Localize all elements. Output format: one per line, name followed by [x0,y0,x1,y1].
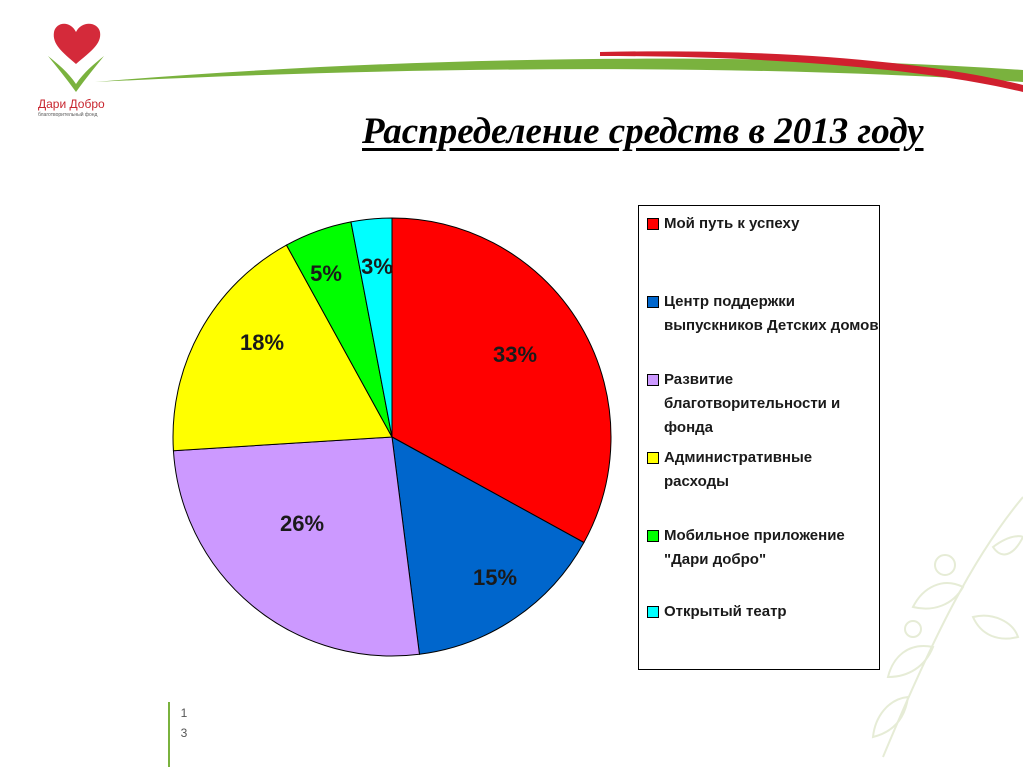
pie-data-label-2: 15% [472,564,518,590]
legend-label: Центр поддержки выпускников Детских домов [664,293,879,334]
pie-data-label-1: 33% [492,341,538,367]
pie-slices [173,218,611,656]
pie-data-label-5: 5% [310,260,342,286]
legend-label: Административные расходы [664,449,813,490]
pie-slice-3 [173,437,419,656]
legend-item [647,212,879,236]
legend-swatch [647,218,659,230]
pie-data-label-6: 3% [361,253,393,279]
floral-ornament-icon [813,437,1023,767]
pie-data-label-3: 26% [279,510,325,536]
pie-data-label-4: 18% [239,329,285,355]
legend-label: Развитие благотворительности и фонда [664,371,841,436]
legend-label: Открытый театр [664,603,787,620]
logo-subtitle: благотворительный фонд [38,112,98,118]
page-divider [168,702,170,767]
legend-swatch [647,452,659,464]
slide-title: Распределение средств в 2013 году [362,111,924,152]
page-number-digit-2: 3 [180,726,188,740]
legend-swatch [647,296,659,308]
legend-swatch [647,606,659,618]
page-number-digit-1: 1 [180,706,188,720]
page-number [178,703,190,743]
legend-swatch [647,530,659,542]
legend-swatch [647,374,659,386]
logo-name: Дари Добро [38,97,105,111]
legend-label: Мой путь к успеху [664,215,800,232]
legend-item [647,368,879,440]
legend-label: Мобильное приложение "Дари добро" [664,527,845,568]
legend-item [647,290,879,338]
